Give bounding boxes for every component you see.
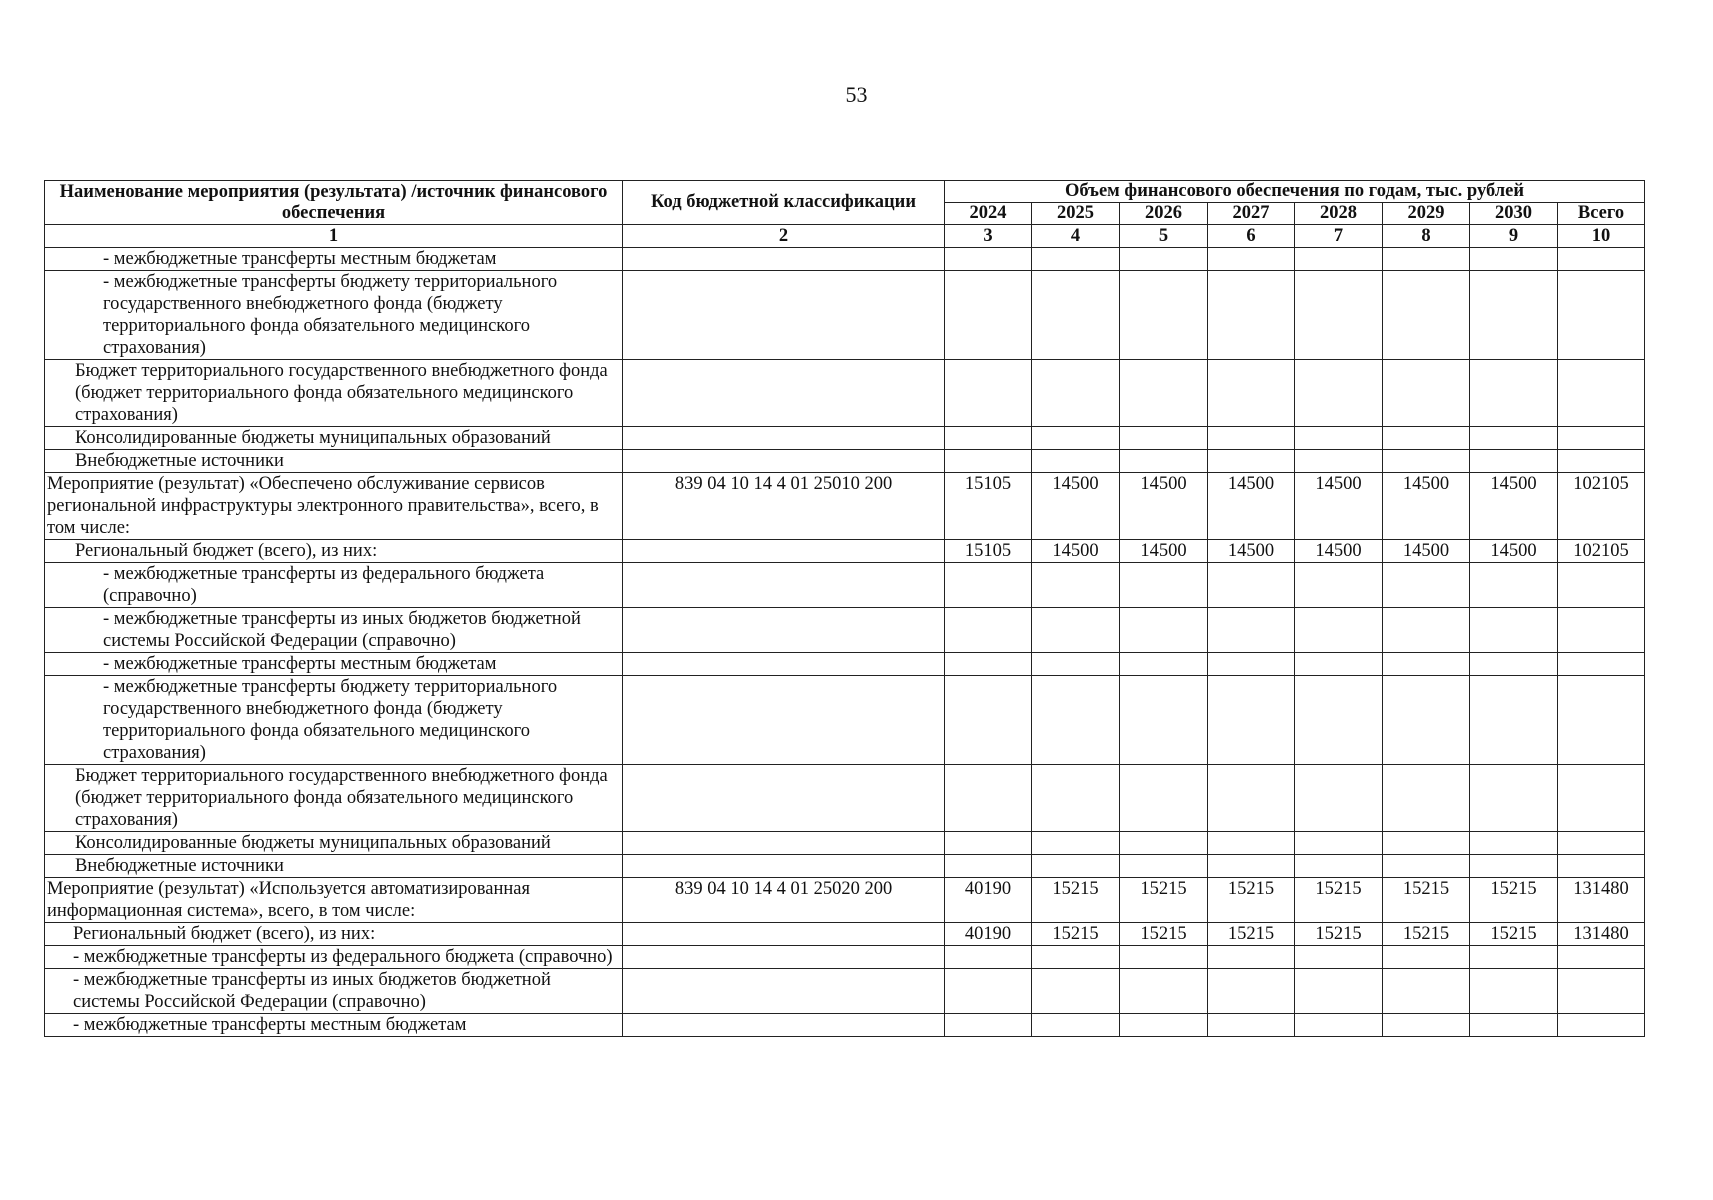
row-total	[1558, 608, 1645, 653]
page-number: 53	[845, 82, 868, 107]
row-value	[1120, 855, 1208, 878]
column-number: 8	[1383, 225, 1470, 248]
row-value	[1295, 563, 1383, 608]
row-total	[1558, 765, 1645, 832]
row-value	[1208, 360, 1295, 427]
row-name: - межбюджетные трансферты из иных бюджетов бюджетной системы Российской Федерации (справочно)	[45, 608, 623, 653]
row-value: 15105	[945, 473, 1032, 540]
row-code	[623, 427, 945, 450]
row-value	[1120, 450, 1208, 473]
header-year: 2028	[1295, 203, 1383, 225]
row-value	[1470, 653, 1558, 676]
table-row	[45, 608, 1645, 653]
row-total	[1558, 969, 1645, 1014]
row-total	[1558, 427, 1645, 450]
row-value	[1383, 563, 1470, 608]
row-value	[945, 855, 1032, 878]
row-value	[945, 360, 1032, 427]
row-value: 14500	[1120, 540, 1208, 563]
column-number: 9	[1470, 225, 1558, 248]
row-value	[1383, 248, 1470, 271]
row-total	[1558, 676, 1645, 765]
row-value	[945, 608, 1032, 653]
row-total	[1558, 1014, 1645, 1037]
row-value	[1295, 450, 1383, 473]
table-row	[45, 676, 1645, 765]
row-value	[1032, 563, 1120, 608]
row-value	[1470, 450, 1558, 473]
table-row	[45, 360, 1645, 427]
row-value	[945, 969, 1032, 1014]
row-value	[1120, 563, 1208, 608]
column-number: 4	[1032, 225, 1120, 248]
row-value	[1120, 765, 1208, 832]
row-value	[1208, 832, 1295, 855]
row-value	[1470, 765, 1558, 832]
table-row	[45, 969, 1645, 1014]
row-name: - межбюджетные трансферты из федерального бюджета (справочно)	[45, 946, 623, 969]
row-value	[1120, 360, 1208, 427]
row-value	[1383, 832, 1470, 855]
row-code	[623, 248, 945, 271]
row-value	[1208, 969, 1295, 1014]
row-value	[945, 563, 1032, 608]
row-value	[1032, 360, 1120, 427]
table-row	[45, 1014, 1645, 1037]
row-value	[1120, 969, 1208, 1014]
row-value	[1295, 765, 1383, 832]
row-value	[1120, 653, 1208, 676]
row-value	[1470, 608, 1558, 653]
row-code	[623, 969, 945, 1014]
row-value	[1032, 855, 1120, 878]
financing-table	[44, 180, 1645, 1037]
row-value	[1470, 271, 1558, 360]
row-value	[1295, 608, 1383, 653]
row-value	[1032, 248, 1120, 271]
header-year: 2024	[945, 203, 1032, 225]
row-value	[1208, 1014, 1295, 1037]
row-name: - межбюджетные трансферты бюджету территориального государственного внебюджетного фонда (бюджету территориального фонда обязательного медицинского страхования)	[45, 271, 623, 360]
row-value	[1383, 450, 1470, 473]
row-value	[1032, 676, 1120, 765]
row-total: 131480	[1558, 878, 1645, 923]
row-value	[1208, 427, 1295, 450]
row-name: Внебюджетные источники	[45, 855, 623, 878]
table-row	[45, 271, 1645, 360]
row-value: 14500	[1295, 540, 1383, 563]
table-row	[45, 653, 1645, 676]
row-value: 14500	[1120, 473, 1208, 540]
row-total: 102105	[1558, 473, 1645, 540]
row-value	[1032, 271, 1120, 360]
row-name: - межбюджетные трансферты местным бюджетам	[45, 653, 623, 676]
header-year: 2026	[1120, 203, 1208, 225]
row-name: Региональный бюджет (всего), из них:	[45, 540, 623, 563]
row-value: 15215	[1032, 923, 1120, 946]
row-value	[1470, 1014, 1558, 1037]
row-value: 15105	[945, 540, 1032, 563]
row-value	[1295, 653, 1383, 676]
row-total	[1558, 360, 1645, 427]
row-code	[623, 540, 945, 563]
column-number: 10	[1558, 225, 1645, 248]
row-code	[623, 1014, 945, 1037]
row-total	[1558, 946, 1645, 969]
table-row	[45, 540, 1645, 563]
row-value	[1470, 427, 1558, 450]
row-value: 14500	[1032, 540, 1120, 563]
row-code	[623, 563, 945, 608]
row-value: 40190	[945, 923, 1032, 946]
row-value: 14500	[1383, 473, 1470, 540]
row-value: 40190	[945, 878, 1032, 923]
row-name: Мероприятие (результат) «Используется автоматизированная информационная система», всего, в том числе:	[45, 878, 623, 923]
row-name: - межбюджетные трансферты местным бюджетам	[45, 248, 623, 271]
row-code	[623, 855, 945, 878]
row-value	[1032, 653, 1120, 676]
row-name: Внебюджетные источники	[45, 450, 623, 473]
row-value	[1120, 271, 1208, 360]
row-value	[1208, 855, 1295, 878]
row-value	[1032, 946, 1120, 969]
row-value	[1120, 676, 1208, 765]
table-header	[45, 181, 1645, 248]
row-value	[1208, 271, 1295, 360]
row-value: 15215	[1383, 923, 1470, 946]
table-row	[45, 248, 1645, 271]
column-number: 7	[1295, 225, 1383, 248]
row-name: Бюджет территориального государственного внебюджетного фонда (бюджет территориального фонда обязательного медицинского страхования)	[45, 765, 623, 832]
row-value	[1470, 969, 1558, 1014]
row-value	[1032, 608, 1120, 653]
row-value	[1383, 271, 1470, 360]
column-number: 1	[45, 225, 623, 248]
row-total	[1558, 450, 1645, 473]
table-row	[45, 473, 1645, 540]
row-value: 14500	[1383, 540, 1470, 563]
row-value	[1120, 248, 1208, 271]
row-name: Консолидированные бюджеты муниципальных образований	[45, 427, 623, 450]
row-value	[1295, 855, 1383, 878]
row-name: Консолидированные бюджеты муниципальных образований	[45, 832, 623, 855]
row-value	[1295, 946, 1383, 969]
row-value	[1032, 765, 1120, 832]
row-value: 15215	[1383, 878, 1470, 923]
row-value	[1470, 855, 1558, 878]
table-row	[45, 450, 1645, 473]
row-value	[1295, 1014, 1383, 1037]
row-value	[1208, 676, 1295, 765]
row-value	[1295, 969, 1383, 1014]
row-value	[1295, 360, 1383, 427]
row-value	[945, 676, 1032, 765]
row-value: 14500	[1208, 540, 1295, 563]
row-value: 15215	[1470, 923, 1558, 946]
row-value: 15215	[1208, 878, 1295, 923]
row-value	[1032, 969, 1120, 1014]
column-number: 5	[1120, 225, 1208, 248]
row-value	[1470, 946, 1558, 969]
row-value	[1295, 676, 1383, 765]
row-name: - межбюджетные трансферты бюджету территориального государственного внебюджетного фонда (бюджету территориального фонда обязательного медицинского страхования)	[45, 676, 623, 765]
row-value	[945, 271, 1032, 360]
row-value	[1208, 450, 1295, 473]
row-code	[623, 608, 945, 653]
header-code: Код бюджетной классификации	[623, 181, 945, 225]
row-value	[1295, 248, 1383, 271]
row-total	[1558, 563, 1645, 608]
row-value: 14500	[1470, 473, 1558, 540]
row-value: 14500	[1295, 473, 1383, 540]
row-value: 15215	[1295, 878, 1383, 923]
row-value	[1208, 563, 1295, 608]
row-value: 14500	[1208, 473, 1295, 540]
table-row	[45, 832, 1645, 855]
row-name: - межбюджетные трансферты из иных бюджетов бюджетной системы Российской Федерации (справочно)	[45, 969, 623, 1014]
row-value	[1120, 1014, 1208, 1037]
column-number: 6	[1208, 225, 1295, 248]
row-value	[1208, 608, 1295, 653]
row-total	[1558, 271, 1645, 360]
row-code	[623, 450, 945, 473]
row-value	[1470, 832, 1558, 855]
row-value: 14500	[1470, 540, 1558, 563]
row-value	[1120, 427, 1208, 450]
header-year: 2025	[1032, 203, 1120, 225]
row-value: 15215	[1120, 878, 1208, 923]
table-row	[45, 427, 1645, 450]
row-name: Региональный бюджет (всего), из них:	[45, 923, 623, 946]
row-value	[1032, 1014, 1120, 1037]
row-total	[1558, 248, 1645, 271]
row-value	[1383, 765, 1470, 832]
header-year: 2029	[1383, 203, 1470, 225]
row-value	[1383, 969, 1470, 1014]
row-value	[945, 832, 1032, 855]
row-value	[1295, 832, 1383, 855]
row-total	[1558, 653, 1645, 676]
row-code: 839 04 10 14 4 01 25020 200	[623, 878, 945, 923]
table-row	[45, 855, 1645, 878]
row-value	[1470, 563, 1558, 608]
header-year: 2030	[1470, 203, 1558, 225]
row-value	[1120, 608, 1208, 653]
row-value	[945, 1014, 1032, 1037]
row-value	[945, 653, 1032, 676]
row-value	[1208, 653, 1295, 676]
row-value	[945, 427, 1032, 450]
row-value	[1383, 676, 1470, 765]
row-value	[945, 450, 1032, 473]
row-value: 15215	[1295, 923, 1383, 946]
row-value: 15215	[1032, 878, 1120, 923]
row-value	[945, 248, 1032, 271]
row-name: - межбюджетные трансферты местным бюджетам	[45, 1014, 623, 1037]
row-value	[1295, 427, 1383, 450]
row-code	[623, 832, 945, 855]
row-value	[1383, 360, 1470, 427]
row-value	[1383, 653, 1470, 676]
row-value	[945, 946, 1032, 969]
header-total: Всего	[1558, 203, 1645, 225]
row-code	[623, 765, 945, 832]
row-code	[623, 271, 945, 360]
row-name: Бюджет территориального государственного внебюджетного фонда (бюджет территориального фонда обязательного медицинского страхования)	[45, 360, 623, 427]
row-value: 15215	[1208, 923, 1295, 946]
row-code	[623, 653, 945, 676]
row-value	[1470, 248, 1558, 271]
row-value	[1120, 946, 1208, 969]
row-value	[1120, 832, 1208, 855]
table-row	[45, 923, 1645, 946]
row-value	[1032, 427, 1120, 450]
row-value	[1383, 855, 1470, 878]
row-total: 102105	[1558, 540, 1645, 563]
row-value	[1383, 1014, 1470, 1037]
row-value	[945, 765, 1032, 832]
row-value	[1470, 360, 1558, 427]
column-number: 3	[945, 225, 1032, 248]
header-volume: Объем финансового обеспечения по годам, тыс. рублей	[945, 181, 1645, 203]
row-total: 131480	[1558, 923, 1645, 946]
row-value	[1032, 832, 1120, 855]
table-row	[45, 563, 1645, 608]
header-name: Наименование мероприятия (результата) /источник финансового обеспечения	[45, 181, 623, 225]
table-row	[45, 765, 1645, 832]
header-year: 2027	[1208, 203, 1295, 225]
table-row	[45, 946, 1645, 969]
row-value	[1383, 427, 1470, 450]
row-name: - межбюджетные трансферты из федерального бюджета (справочно)	[45, 563, 623, 608]
table-row	[45, 878, 1645, 923]
row-value	[1470, 676, 1558, 765]
table-body	[45, 248, 1645, 1037]
row-code	[623, 946, 945, 969]
row-total	[1558, 832, 1645, 855]
row-value	[1032, 450, 1120, 473]
row-value: 15215	[1470, 878, 1558, 923]
row-value: 15215	[1120, 923, 1208, 946]
row-value	[1208, 765, 1295, 832]
column-number: 2	[623, 225, 945, 248]
row-code: 839 04 10 14 4 01 25010 200	[623, 473, 945, 540]
row-code	[623, 676, 945, 765]
row-total	[1558, 855, 1645, 878]
row-value: 14500	[1032, 473, 1120, 540]
row-value	[1208, 946, 1295, 969]
row-value	[1383, 946, 1470, 969]
row-code	[623, 360, 945, 427]
row-value	[1295, 271, 1383, 360]
row-name: Мероприятие (результат) «Обеспечено обслуживание сервисов региональной инфраструктуры электронного правительства», всего, в том числе:	[45, 473, 623, 540]
row-value	[1208, 248, 1295, 271]
row-code	[623, 923, 945, 946]
row-value	[1383, 608, 1470, 653]
